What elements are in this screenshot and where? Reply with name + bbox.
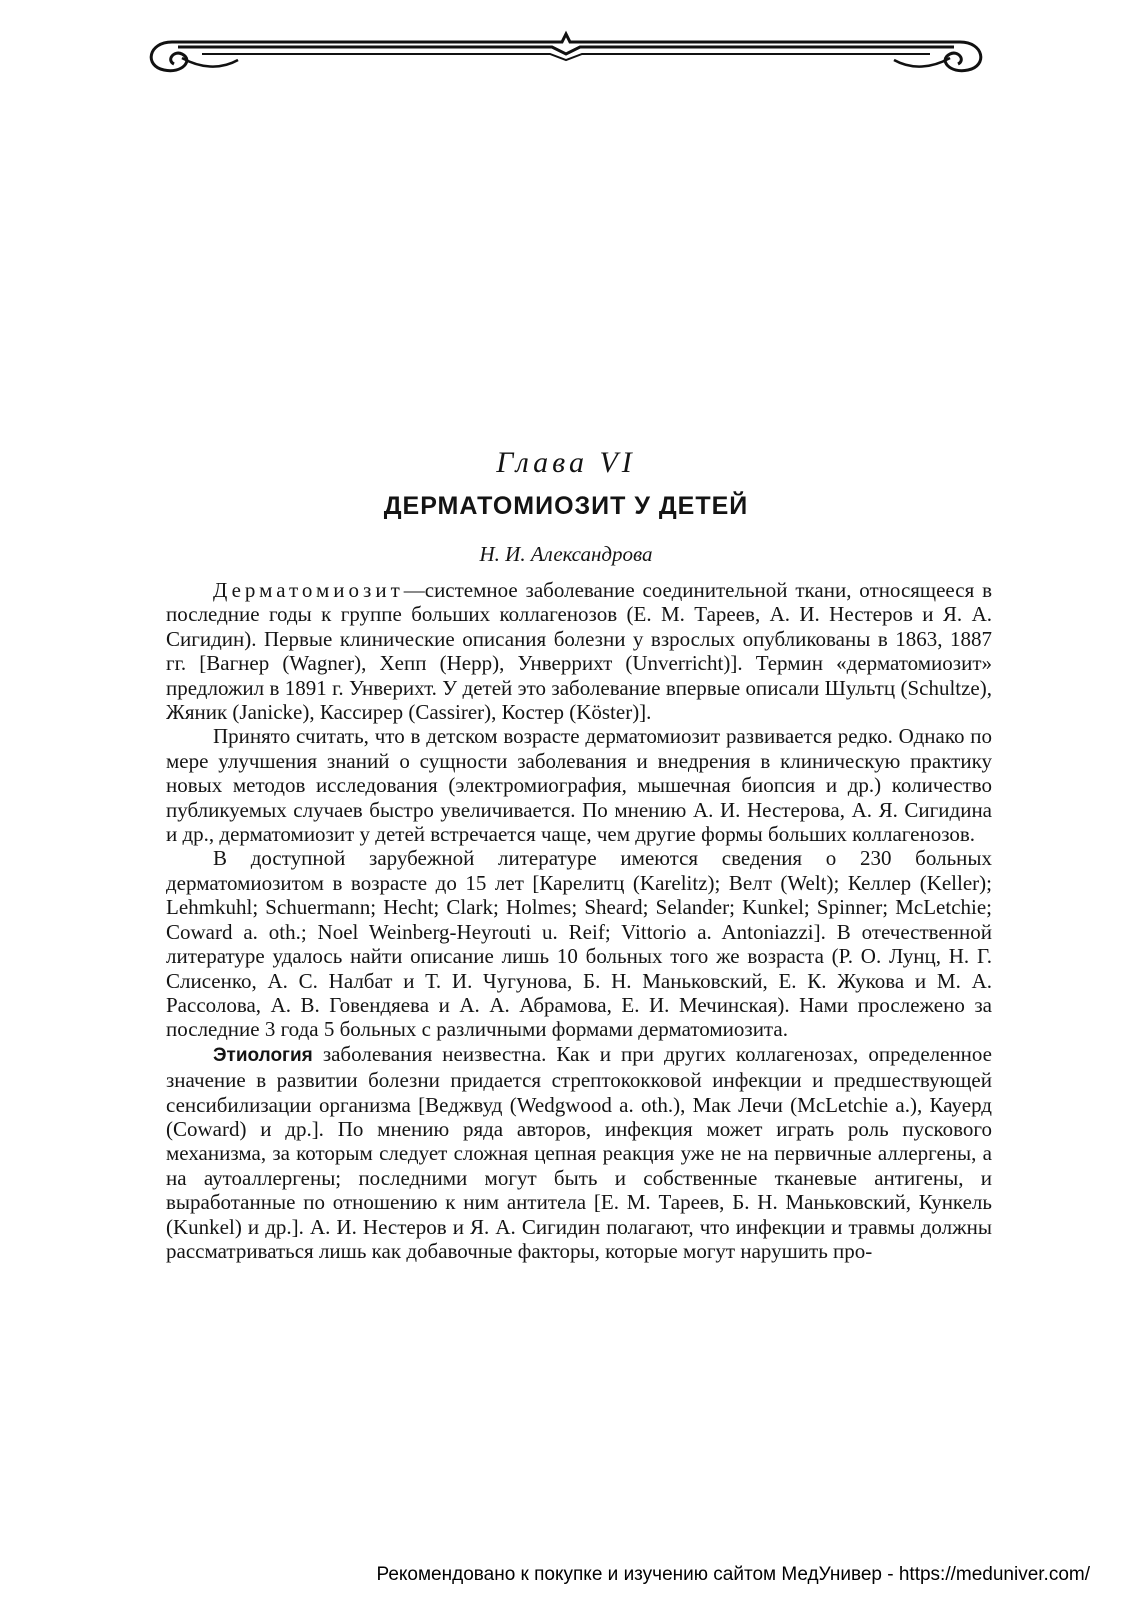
term-etiology: Этиология	[213, 1044, 313, 1066]
chapter-title: ДЕРМАТОМИОЗИТ У ДЕТЕЙ	[383, 492, 749, 520]
paragraph-etiology	[166, 1042, 992, 1264]
header-ornament	[142, 30, 990, 80]
body-text	[166, 578, 992, 1263]
paragraph-definition-text: —системное заболевание соединительной ткани, относящееся в последние годы к группе больших коллагенозов (Е. М. Тареев, А. И. Нестеров и Я. А. Сигидин). Первые клинические описания болезни у взрослых опубликованы в 1863, 1887 гг. [Вагнер (Wagner), Хепп (Hepp), Унверрихт (Unverricht)]. Термин «дерматомиозит» предложил в 1891 г. Унверихт. У детей это заболевание впервые описали Шультц (Schultze), Жяник (Janicke), Кассирер (Cassirer), Костер (Köster)].	[166, 578, 992, 725]
paragraph-incidence: Принято считать, что в детском возрасте дерматомиозит развивается редко. Однако по мере улучшения знаний о сущности заболевания и внедрения в клиническую практику новых методов исследования (электромиография, мышечная биопсия и др.) количество публикуемых случаев быстро увеличивается. По мнению А. И. Нестерова, А. Я. Сигидина и др., дерматомиозит у детей встречается чаще, чем другие формы больших коллагенозов.	[166, 724, 992, 847]
chapter-label: Глава VI	[496, 446, 636, 479]
paragraph-etiology-text: заболевания неизвестна. Как и при других коллагенозах, определенное значение в развитии болезни придается стрептококковой инфекции и предшествующей сенсибилизации организма [Веджвуд (Wedgwood a. oth.), Мак Лечи (McLetchie a.), Кауерд (Coward) и др.]. По мнению ряда авторов, инфекция может играть роль пускового механизма, за которым следует сложная цепная реакция уже не на первичные аллергены, а на аутоаллергены; последними могут быть и собственные тканевые антигены, и выработанные по отношению к ним антитела [Е. М. Тареев, Б. Н. Маньковский, Кункель (Kunkel) и др.]. А. И. Нестеров и Я. А. Сигидин полагают, что инфекции и травмы должны рассматриваться лишь как добавочные факторы, которые могут нарушить про-	[166, 1041, 992, 1263]
paragraph-definition	[166, 578, 992, 724]
chapter-author: Н. И. Александрова	[479, 542, 653, 566]
term-dermatomyositis: Дерматомиозит	[213, 578, 404, 602]
footer-watermark: Рекомендовано к покупке и изучению сайтом МедУнивер - https://meduniver.com/	[376, 1564, 1090, 1585]
paragraph-literature: В доступной зарубежной литературе имеются сведения о 230 больных дерматомиозитом в возрасте до 15 лет [Карелитц (Karelitz); Велт (Welt); Келлер (Keller); Lehmkuhl; Schuermann; Hecht; Clark; Holmes; Sheard; Selander; Kunkel; Spinner; McLetchie; Coward a. oth.; Noel Weinberg-Heyrouti u. Reif; Vittorio a. Antoniazzi]. В отечественной литературе удалось найти описание лишь 10 больных того же возраста (Р. О. Лунц, Н. Г. Слисенко, А. С. Налбат и Т. И. Чугунова, Б. Н. Маньковский, Е. К. Жукова и М. А. Рассолова, А. В. Говендяева и А. А. Абрамова, Е. И. Мечинская). Нами прослежено за последние 3 года 5 больных с различными формами дерматомиозита.	[166, 846, 992, 1042]
